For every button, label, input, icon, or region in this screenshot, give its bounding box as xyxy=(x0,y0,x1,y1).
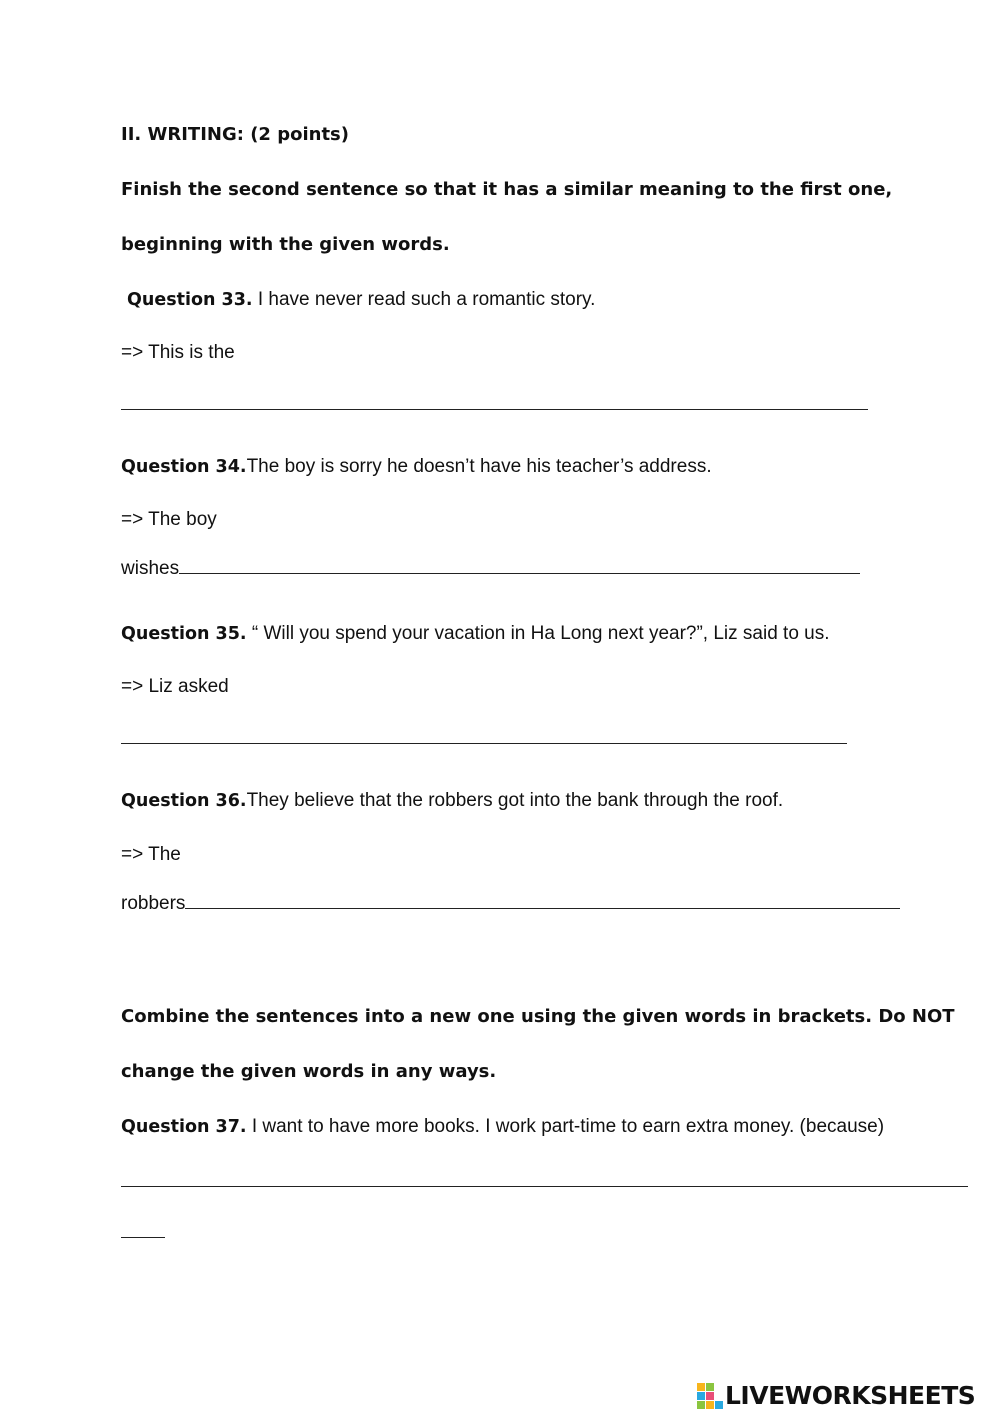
instruction-line-1: Finish the second sentence so that it has a similar meaning to the first one, xyxy=(121,179,893,200)
question-36 xyxy=(121,789,783,813)
section-title: II. WRITING: (2 points) xyxy=(121,124,349,145)
question-35-answer-line[interactable] xyxy=(121,743,847,744)
question-37-text: I want to have more books. I work part-time to earn extra money. (because) xyxy=(246,1116,885,1137)
question-36-label: Question 36. xyxy=(121,791,247,811)
question-37 xyxy=(121,1115,884,1139)
question-34-text: The boy is sorry he doesn’t have his teacher’s address. xyxy=(246,456,712,477)
question-34-prompt: => The boy xyxy=(121,509,217,530)
question-36-prompt-2-text: robbers xyxy=(121,893,186,914)
question-34-prompt-2 xyxy=(121,557,860,581)
question-33 xyxy=(127,288,595,312)
question-36-prompt-2 xyxy=(121,892,900,916)
question-34-answer-line[interactable] xyxy=(179,573,860,574)
liveworksheets-logo xyxy=(697,1378,975,1412)
brand-name: LIVEWORKSHEETS xyxy=(725,1380,976,1410)
question-36-answer-line[interactable] xyxy=(185,908,900,909)
instruction-line-2: beginning with the given words. xyxy=(121,234,450,255)
question-33-text: I have never read such a romantic story. xyxy=(252,289,596,310)
question-37-label: Question 37. xyxy=(121,1117,247,1137)
question-34-prompt-2-text: wishes xyxy=(121,558,180,579)
instruction-2-line-1: Combine the sentences into a new one using the given words in brackets. Do NOT xyxy=(121,1006,955,1027)
question-36-prompt: => The xyxy=(121,844,181,865)
question-35-text: “ Will you spend your vacation in Ha Long next year?”, Liz said to us. xyxy=(246,623,830,644)
question-34 xyxy=(121,455,712,479)
question-33-label: Question 33. xyxy=(127,290,253,310)
instruction-2-line-2: change the given words in any ways. xyxy=(121,1061,497,1082)
question-35-label: Question 35. xyxy=(121,624,247,644)
question-33-answer-line[interactable] xyxy=(121,409,868,410)
question-37-answer-line-2[interactable] xyxy=(121,1237,165,1238)
question-37-answer-line[interactable] xyxy=(121,1186,968,1187)
question-33-prompt: => This is the xyxy=(121,342,235,363)
question-34-label: Question 34. xyxy=(121,457,247,477)
liveworksheets-logo-icon xyxy=(697,1381,723,1409)
question-35-prompt: => Liz asked xyxy=(121,676,229,697)
question-35 xyxy=(121,622,830,646)
question-36-text: They believe that the robbers got into the bank through the roof. xyxy=(246,790,784,811)
